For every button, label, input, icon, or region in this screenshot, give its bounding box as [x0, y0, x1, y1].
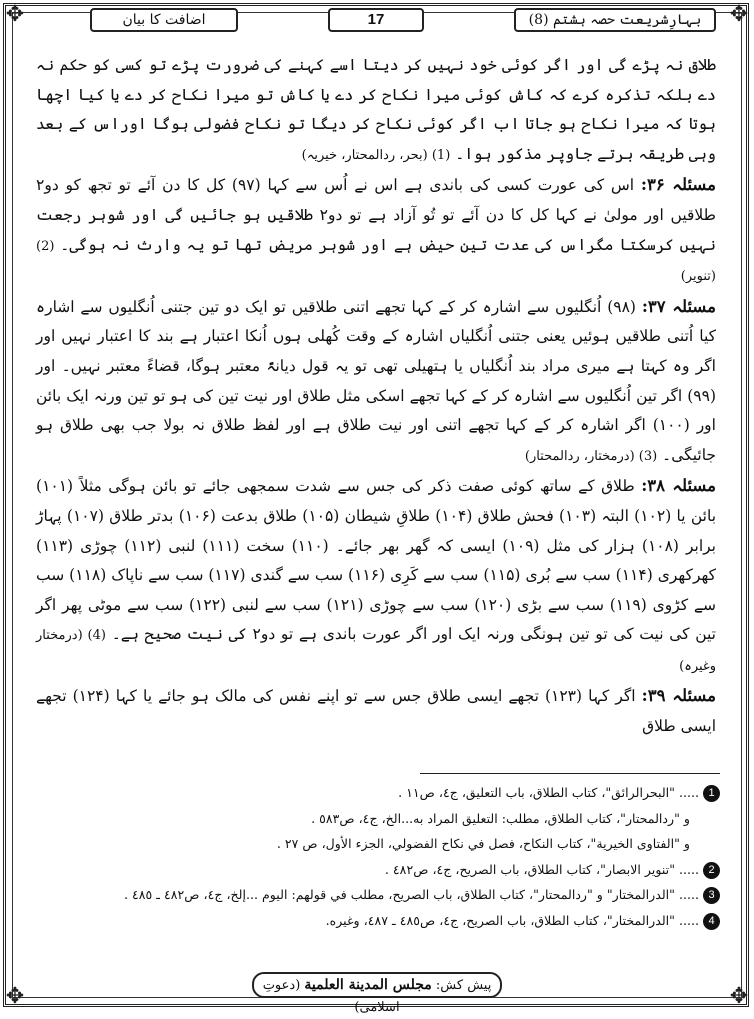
footer-suffix: (دعوتِ اسلامی) — [262, 978, 400, 1015]
corner-ornament-icon: ✥ — [729, 984, 749, 1009]
page-footer — [252, 972, 502, 1015]
footnote-number: 1 — [703, 785, 720, 802]
corner-ornament-icon: ✥ — [729, 2, 749, 27]
footnote — [40, 908, 720, 934]
footnote-text: ..... "الدرالمختار"، كتاب الطلاق، باب الصريح، ج٤، ص٤٨٥ ـ ٤٨٧، وغيره. — [325, 912, 699, 928]
footnote — [40, 831, 720, 857]
publisher-name: مجلس المدينة العلمية — [304, 977, 432, 993]
paragraph-reference: (1) (بحر، ردالمحتار، خیریہ) — [301, 147, 451, 163]
footnote-text: و "الفتاوى الخيرية"، كتاب النكاح، فصل في نكاح الفضولي، الجزء الأول، ص ٢٧ . — [276, 836, 690, 852]
paragraph — [36, 471, 716, 681]
footer-prefix: پیش کش: — [435, 978, 492, 993]
main-text — [36, 50, 716, 743]
footnote-text: ..... "الدرالمختار" و "ردالمحتار"، كتاب الطلاق، باب الصريح، مطلب في قولهم: اليوم ...إلخ، ج٤، ص٤٨٢ ـ ٤٨٥ . — [123, 887, 699, 903]
footnote — [40, 882, 720, 908]
paragraph-text: اگر کہا (۱۲۳) تجھے ایسی طلاق جس سے تو اپنے نفس کی مالک ہو جائے یا کہا (۱۲۴) تجھے ایسی طلاق — [36, 687, 716, 736]
footnote-number: 3 — [703, 887, 720, 904]
paragraph — [36, 292, 716, 472]
footnote-divider — [420, 773, 720, 774]
masala-label: مسئلہ ۳۷: — [641, 296, 716, 316]
footnote-text: ..... "تنوير الابصار"، كتاب الطلاق، باب الصريح، ج٤، ص٤٨٢ . — [384, 861, 699, 877]
paragraph-reference: (2) (تنویر) — [36, 238, 716, 285]
paragraph-text: اس کی عورت کسی کی باندی ہے اس نے اُس سے کہا (۹۷) کل کا دن آئے تو تجھ کو دو۲ طلاقیں اور مولیٰ نے کہا کل کا دن آئے تو تُو آزاد ہے تو دو۲ طلاقیں ہو جائیں گی اور شوہر رجعت نہیں کرسکتا مگراس کی عدت تین حیض ہے اور شوہر مریض تھا تو یہ وارث نہ ہوگی۔ — [36, 176, 717, 254]
masala-label: مسئلہ ۳۹: — [641, 686, 716, 706]
paragraph — [36, 170, 716, 291]
masala-label: مسئلہ ۳۶: — [640, 175, 716, 195]
paragraph-text: طلاق کے ساتھ کوئی صفت ذکر کی جس سے شدت سمجھی جائے تو بائن ہوگی مثلاً (۱۰۱) بائن یا (۱۰۲) البتہ (۱۰۳) فحش طلاق (۱۰۴) طلاقِ شیطان (۱۰۵) طلاق بدعت (۱۰۶) بدتر طلاق (۱۰۷) پہاڑ برابر (۱۰۸) ہزار کی مثل (۱۰۹) ایسی کہ گھر بھر جائے۔ (۱۱۰) سخت (۱۱۱) لنبی (۱۱۲) چوڑی (۱۱۳) کھرکھری (۱۱۴) سب سے بُری (۱۱۵) سب سے کَرِی (۱۱۶) سب سے گندی (۱۱۷) سب سے ناپاک (۱۱۸) سب سے کڑوی (۱۱۹) سب سے بڑی (۱۲۰) سب سے چوڑی (۱۲۱) سب سے لنبی (۱۲۲) سب سے موٹی پھر اگر تین کی نیت کی تو تین ہونگی ورنہ ایک اور اگر عورت باندی ہے تو دو۲ کی نیت صحیح ہے۔ — [36, 477, 717, 644]
footnotes — [40, 780, 720, 934]
corner-ornament-icon: ✥ — [5, 984, 25, 1009]
footnote-number: 2 — [703, 862, 720, 879]
paragraph-reference: (3) (درمختار، ردالمحتار) — [524, 448, 658, 464]
footnote — [40, 780, 720, 806]
footnote-number: 4 — [703, 913, 720, 930]
paragraph — [36, 681, 716, 742]
corner-ornament-icon: ✥ — [5, 2, 25, 27]
page-header — [28, 6, 726, 36]
paragraph-reference: (4) (درمختار وغیرہ) — [36, 628, 716, 674]
footnote-text: ..... "البحرالرائق"، كتاب الطلاق، باب التعليق، ج٤، ص١١ . — [398, 785, 699, 800]
masala-label: مسئلہ ۳۸: — [641, 476, 716, 496]
footnote-text: و "ردالمحتار"، كتاب الطلاق، مطلب: التعليق المراد به...الخ، ج٤، ص٥٨٣ . — [311, 810, 690, 826]
page-number: 17 — [328, 8, 424, 32]
paragraph-text: طلاق نہ پڑے گی اور اگر کوئی خود نہیں کر دیتا اسے کہنے کی ضرورت پڑے تو کسی کو حکم نہ دے بلکہ تذکرہ کرے کہ کاش کوئی میرا نکاح کر دے یا کاش تو میرا نکاح کر دے یا کیا اچھا ہوتا کہ میرا نکاح ہو جاتا اب اگر کوئی نکاح کر دیگا تو نکاح فضولی ہوگا اوراس کے بعد وہی طریقہ برتے جاوپر مذکور ہوا۔ — [36, 56, 716, 163]
book-title: بہارِشریعت حصہ ہشتم (8) — [514, 8, 716, 32]
footnote — [40, 857, 720, 883]
paragraph — [36, 50, 716, 170]
footnote — [40, 806, 720, 832]
chapter-title: اضافت کا بیان — [90, 8, 238, 32]
paragraph-text: (۹۸) اُنگلیوں سے اشارہ کر کے کہا تجھے اتنی طلاقیں تو ایک دو تین جتنی اُنگلیوں سے اشارہ کیا اُتنی طلاقیں ہوئیں یعنی جتنی اُنگلیاں اشارہ کے وقت کُھلی ہوں اُنکا اعتبار ہے بند کا اعتبار نہیں اور اگر وہ کہتا ہے میری مراد بند اُنگلیاں یا ہتھیلی تھی تو یہ قول دیانۃً معتبر ہوگا، قضاءً معتبر نہیں۔ اور (۹۹) اگر تین اُنگلیوں سے اشارہ کر کے کہا تجھے اسکی مثل طلاق اور نیت تین کی ہو تو تین ورنہ ایک بائن اور (۱۰۰) اگر اشارہ کر کے کہا تجھے اتنی اور نیت طلاق ہے اور لفظ طلاق نہ بولا جب بھی طلاق ہو جائیگی۔ — [36, 297, 716, 464]
